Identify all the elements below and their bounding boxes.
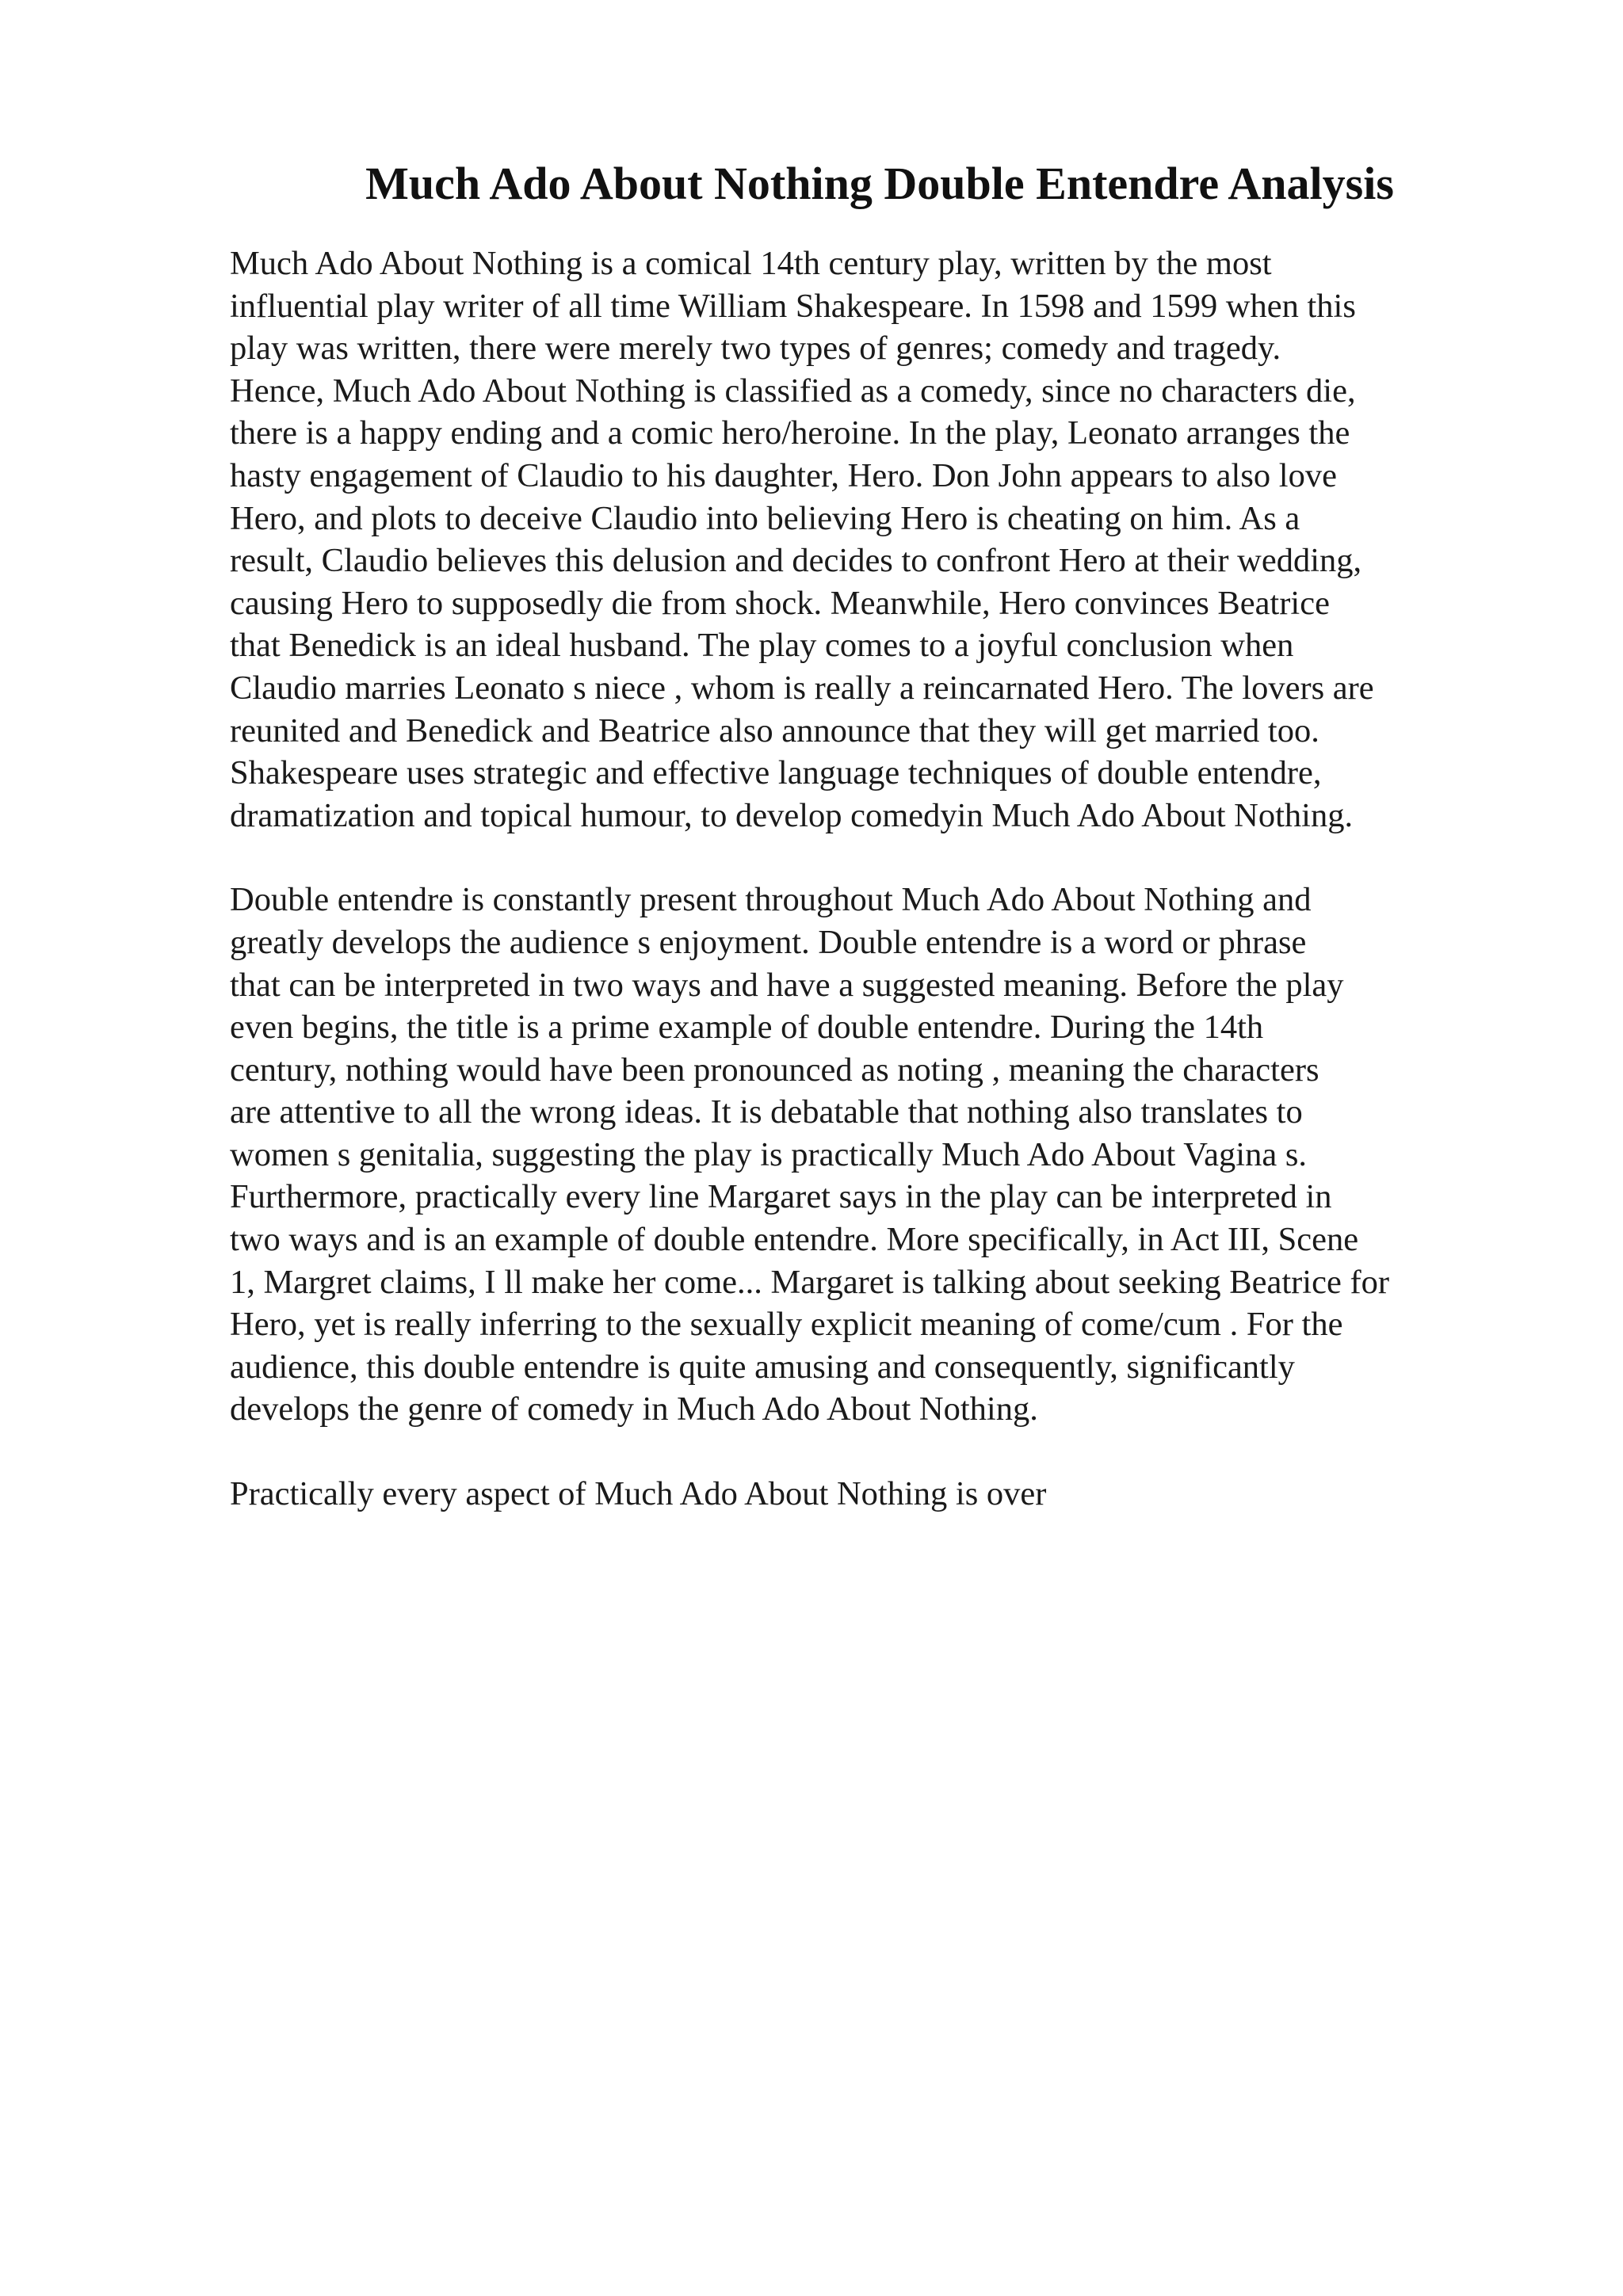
text-line: Double entendre is constantly present throughout Much Ado About Nothing and [230,881,1312,919]
text-line: Furthermore, practically every line Margaret says in the play can be interpreted in [230,1178,1332,1216]
paragraph-1 [230,242,1545,837]
text-line: there is a happy ending and a comic hero/heroine. In the play, Leonato arranges the [230,414,1350,452]
text-line: dramatization and topical humour, to develop comedyin Much Ado About Nothing. [230,796,1354,834]
text-line: audience, this double entendre is quite amusing and consequently, significantly [230,1348,1295,1386]
text-line: influential play writer of all time William Shakespeare. In 1598 and 1599 when this [230,287,1356,325]
text-line: 1, Margret claims, I ll make her come... Margaret is talking about seeking Beatrice for [230,1263,1390,1301]
text-line: reunited and Benedick and Beatrice also announce that they will get married too. [230,711,1319,749]
text-line: hasty engagement of Claudio to his daughter, Hero. Don John appears to also love [230,456,1337,494]
text-line: women s genitalia, suggesting the play is practically Much Ado About Vagina s. [230,1135,1308,1173]
text-line: play was written, there were merely two types of genres; comedy and tragedy. [230,330,1281,368]
document-title: Much Ado About Nothing Double Entendre Analysis [365,158,1394,209]
text-line: even begins, the title is a prime example of double entendre. During the 14th [230,1009,1264,1047]
text-line: Hence, Much Ado About Nothing is classified as a comedy, since no characters die, [230,372,1356,410]
text-line: are attentive to all the wrong ideas. It is debatable that nothing also translates to [230,1093,1303,1131]
text-line: greatly develops the audience s enjoyment. Double entendre is a word or phrase [230,923,1307,961]
text-line: Hero, and plots to deceive Claudio into believing Hero is cheating on him. As a [230,499,1300,537]
text-line: Claudio marries Leonato s niece , whom is really a reincarnated Hero. The lovers are [230,669,1374,707]
text-line: that Benedick is an ideal husband. The play comes to a joyful conclusion when [230,627,1294,665]
text-line: Practically every aspect of Much Ado About Nothing is over [230,1475,1047,1513]
text-line: century, nothing would have been pronounced as noting , meaning the characters [230,1051,1319,1089]
text-line: Shakespeare uses strategic and effective language techniques of double entendre, [230,754,1322,792]
text-line: develops the genre of comedy in Much Ado About Nothing. [230,1390,1038,1428]
text-line: result, Claudio believes this delusion and decides to confront Hero at their wedding, [230,542,1362,580]
text-line: that can be interpreted in two ways and have a suggested meaning. Before the play [230,966,1344,1004]
paragraph-2 [230,879,1545,1431]
text-line: causing Hero to supposedly die from shock. Meanwhile, Hero convinces Beatrice [230,584,1330,622]
document-body [230,242,1545,1558]
text-line: two ways and is an example of double entendre. More specifically, in Act III, Scene [230,1221,1359,1259]
text-line: Hero, yet is really inferring to the sexually explicit meaning of come/cum . For the [230,1306,1343,1344]
text-line: Much Ado About Nothing is a comical 14th century play, written by the most [230,245,1272,282]
paragraph-3 [230,1473,1545,1516]
